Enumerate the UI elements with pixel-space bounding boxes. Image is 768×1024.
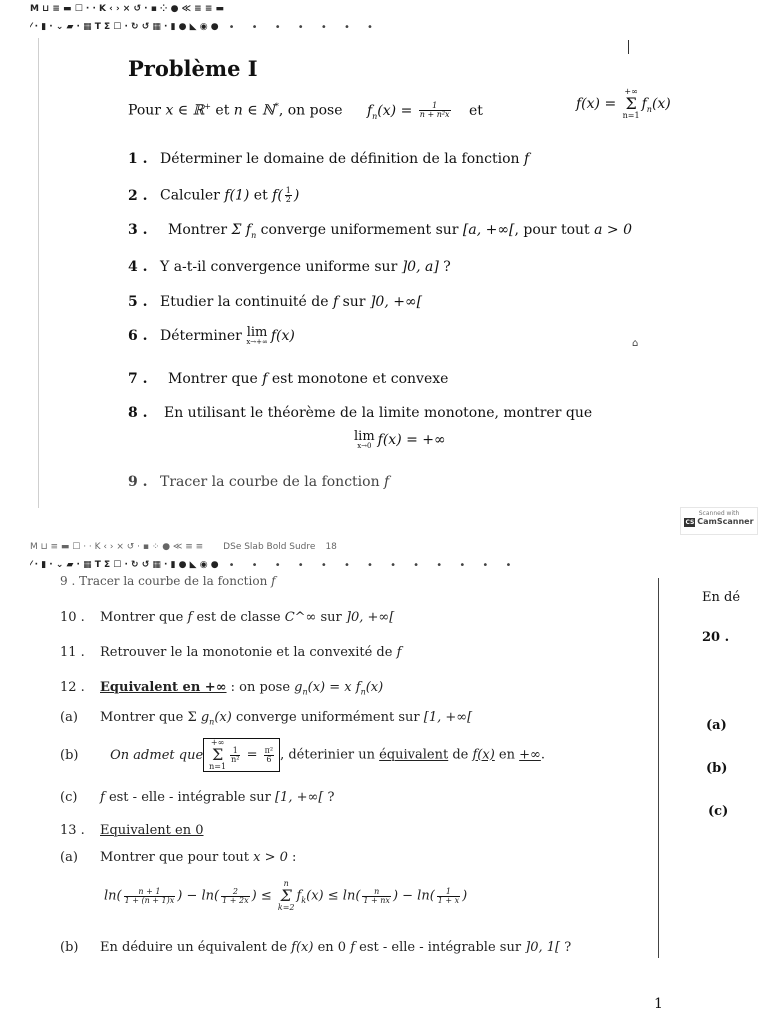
q13b-f: f: [350, 940, 355, 955]
question-13b: [60, 940, 571, 955]
q13b-interval: ]0, 1[: [525, 940, 561, 955]
q12b-fx: f(x): [472, 747, 495, 763]
q12-sub2: n: [360, 687, 366, 697]
q12-x: (x): [365, 680, 384, 695]
q12b-text2: , déterinier un: [280, 747, 380, 763]
right-col-b: (b): [706, 761, 728, 776]
q2-half: [285, 187, 292, 204]
ineq-mid1: ) − ln(: [177, 888, 220, 904]
right-col-heading: En dé: [702, 590, 741, 605]
q13b-en0: en 0: [313, 940, 351, 955]
question-13: [60, 823, 204, 838]
q2-text: Calculer: [160, 187, 225, 204]
q13-heading: Equivalent en 0: [100, 823, 204, 838]
question-12: [60, 680, 383, 697]
q12-def: (x) = x f: [307, 680, 361, 695]
q12b-dot: .: [540, 747, 546, 763]
ineq-sum: [278, 880, 295, 912]
q10-text2: est de classe: [192, 610, 285, 625]
q10-sur: sur: [316, 610, 346, 625]
text-cursor: [628, 40, 629, 54]
q12c-q: ?: [323, 790, 335, 805]
ineq-frac2: [221, 888, 249, 905]
q1-text: Déterminer le domaine de définition de la fonction: [160, 151, 524, 167]
editor-toolbar-bottom-row1[interactable]: [30, 540, 748, 554]
q11-f: f: [396, 645, 402, 660]
q13b-text: En déduire un équivalent de: [100, 940, 292, 955]
problem-intro: [128, 102, 483, 120]
q12b-rhs-den: 6: [266, 754, 272, 764]
ineq-sum-top: n: [283, 879, 289, 888]
editor-toolbar-top-row2[interactable]: [30, 20, 748, 34]
question-8: [128, 405, 592, 421]
q7-f: f: [262, 371, 268, 387]
question-4: [128, 259, 451, 275]
question-12a: [60, 710, 472, 727]
q4-text: Y a-t-il convergence uniforme sur: [160, 259, 402, 275]
q12a-text2: converge uniformément sur: [231, 710, 424, 725]
q12b-text: On admet que: [110, 747, 204, 763]
f-definition: [576, 88, 671, 120]
q10-class: C^∞: [284, 610, 317, 625]
ineq-sum-bot: k=2: [277, 903, 295, 912]
q7-text2: est monotone et convexe: [267, 371, 449, 387]
intro-and: et: [210, 102, 234, 119]
q12b-de: de: [448, 747, 473, 763]
q12a-x: (x): [214, 710, 232, 725]
intro-n-domain: n ∈ ℕ: [233, 102, 275, 119]
q13b-text3: est - elle - intégrable sur: [355, 940, 526, 955]
intro-x-domain: x ∈ ℝ: [165, 102, 205, 119]
ineq-f1d: 1 + (n + 1)x: [124, 895, 175, 905]
q10-number: 10 .: [60, 610, 85, 625]
q2-f1: f(1): [224, 187, 250, 204]
q12a-g: g: [200, 710, 210, 725]
ineq-f4d: 1 + x: [437, 895, 460, 905]
q12c-f: f: [100, 790, 105, 805]
question-5: [128, 294, 422, 310]
q12-text: : on pose: [226, 680, 295, 695]
q2-half-num: 1: [285, 186, 291, 195]
camscanner-logo-icon: CS: [685, 519, 695, 526]
question-6: [128, 326, 295, 346]
q8-limit: [354, 430, 375, 450]
font-size-field[interactable]: 18: [325, 542, 337, 552]
fn-definition: [367, 103, 453, 119]
q2-number: 2 .: [128, 187, 148, 204]
page-number: 1: [654, 996, 663, 1012]
q11-number: 11 .: [60, 645, 85, 660]
q12-heading: Equivalent en +∞: [100, 680, 227, 695]
q4-interval: ]0, a]: [401, 259, 439, 275]
q6-limit: [246, 326, 268, 346]
q10-f: f: [187, 610, 193, 625]
sum-sub: n: [646, 104, 652, 114]
q2-close: ): [293, 187, 300, 204]
q12b-infinity: +∞: [519, 747, 541, 763]
q5-interval: ]0, +∞[: [369, 294, 423, 310]
font-name-field[interactable]: DSe Slab Bold Sudre: [223, 542, 316, 552]
question-11: [60, 645, 401, 660]
q12a-label: (a): [60, 710, 78, 725]
q12a-text: Montrer que Σ: [100, 710, 201, 725]
q3-interval: [a, +∞[: [462, 222, 515, 238]
editor-toolbar-top-row1[interactable]: [30, 2, 748, 16]
question-7: [128, 371, 448, 387]
question-8-formula: [354, 430, 446, 450]
question-9-cut: [60, 574, 276, 588]
q12b-eq: =: [242, 747, 262, 763]
q11-text: Retrouver le la monotonie et la convexité de: [100, 645, 397, 660]
sum-top: +∞: [624, 87, 638, 96]
toolbar-icons-2[interactable]: M ⊔ ≡ ▬ ☐ · · K ‹ › ⨯ ↺ · ▪ ⁘ ● ≪ ≡ ≡: [30, 542, 204, 552]
ineq-f1n: n + 1: [124, 888, 176, 897]
question-9: [128, 474, 389, 490]
q12b-sigma: Σ: [211, 745, 224, 764]
q12b-frac: [230, 747, 240, 764]
q2-half-den: 2: [285, 195, 291, 204]
fn-symbol: f: [366, 102, 373, 119]
question-13a: [60, 850, 296, 865]
page-margin-line: [38, 38, 39, 508]
q4-q: ?: [438, 259, 451, 275]
intro-on-pose: , on pose: [278, 102, 343, 119]
q13a-label: (a): [60, 850, 78, 865]
q5-number: 5 .: [128, 294, 148, 310]
q3-text3: , pour tout: [514, 222, 595, 238]
color-swatch-dots-2[interactable]: • • • • • • • • • • • • •: [228, 559, 519, 571]
q9-f: f: [384, 474, 390, 490]
scanner-line1: Scanned with: [698, 510, 740, 517]
q7-text: Montrer que: [168, 371, 263, 387]
question-3: [128, 222, 632, 240]
sum-x: (x): [651, 96, 671, 112]
fn-frac-den: n + n²x: [419, 110, 450, 120]
q12a-interval: [1, +∞[: [423, 710, 473, 725]
q6-lim: lim: [246, 325, 268, 340]
f-sum: [623, 88, 640, 120]
q13a-cond: x > 0: [253, 850, 288, 865]
toolbar-format-icons[interactable]: ⁄ · ▮ · ⌄ ▰ · ▦ T Σ ☐ · ↻ ↺ ▦ · ▮ ● ◣ ◉ ●: [30, 22, 219, 32]
q5-text: Etudier la continuité de: [160, 294, 333, 310]
q3-text: Montrer: [168, 222, 232, 238]
q13b-label: (b): [60, 940, 79, 955]
q10-interval: ]0, +∞[: [345, 610, 395, 625]
ineq-term: f: [296, 888, 302, 904]
toolbar-format-icons-2[interactable]: ⁄ · ▮ · ⌄ ▰ · ▦ T Σ ☐ · ↻ ↺ ▦ · ▮ ● ◣ ◉ ●: [30, 560, 219, 570]
q3-number: 3 .: [128, 222, 148, 238]
q8-lim: lim: [354, 429, 375, 444]
q3-cond: a > 0: [594, 222, 632, 238]
fn-frac-num: 1: [419, 102, 451, 111]
q12b-sum-top: +∞: [210, 738, 225, 747]
camscanner-watermark: [680, 507, 758, 535]
ineq-mid2: ) − ln(: [392, 888, 435, 904]
question-2: [128, 187, 299, 204]
sum-sigma: Σ: [625, 94, 637, 113]
q12b-rhs-num: π²: [264, 745, 274, 755]
intro-sup-star: *: [274, 102, 279, 111]
sum-bot: n=1: [622, 111, 640, 120]
ineq-sum-x: (x) ≤ ln(: [306, 888, 361, 904]
q1-f: f: [523, 151, 530, 167]
q12b-frac-den: n²: [231, 754, 240, 764]
q9-cut-text: 9 . Tracer la courbe de la fonction: [60, 574, 272, 588]
ineq-le1: ) ≤: [251, 888, 276, 904]
ineq-frac1: [124, 888, 176, 905]
q12b-sum: [209, 739, 226, 771]
q9-number: 9 .: [128, 474, 148, 490]
q12-number: 12 .: [60, 680, 85, 695]
q12b-en: en: [494, 747, 520, 763]
q12a-sub: n: [209, 717, 215, 727]
ineq-f4n: 1: [437, 888, 460, 897]
f-def-lhs: f(x) =: [576, 96, 621, 112]
fn-fraction: [419, 102, 451, 119]
q12c-label: (c): [60, 790, 78, 805]
q2-f-half-open: f(: [272, 187, 283, 204]
sum-term: f: [641, 96, 647, 112]
problem-title: Problème I: [128, 56, 258, 81]
ineq-ln1: ln(: [104, 888, 122, 904]
ineq-end: ): [462, 888, 468, 904]
fn-x: (x) =: [377, 102, 417, 119]
right-col-c: (c): [708, 804, 729, 819]
scanner-line2: CamScanner: [697, 517, 754, 526]
q3-text2: converge uniformement sur: [256, 222, 463, 238]
right-col-20: 20 .: [702, 630, 730, 645]
q12b-frac-num: 1: [230, 747, 240, 756]
intro-et: et: [469, 102, 483, 119]
q13b-fx: f(x): [291, 940, 314, 955]
q12b-sum-bot: n=1: [209, 762, 227, 771]
q8-fx: f(x) = +∞: [377, 432, 446, 448]
q10-text: Montrer que: [100, 610, 188, 625]
q9-cut-f: f: [271, 574, 276, 588]
color-swatch-dots[interactable]: • • • • • • •: [228, 21, 380, 33]
q8-number: 8 .: [128, 405, 148, 421]
q5-f: f: [332, 294, 339, 310]
q6-fx: f(x): [270, 328, 295, 344]
q6-text: Déterminer: [160, 328, 247, 344]
q13-number: 13 .: [60, 823, 85, 838]
q13a-colon: :: [287, 850, 297, 865]
q12-sub: n: [302, 687, 308, 697]
column-divider: [658, 578, 659, 958]
q12b-rhs: [264, 747, 274, 764]
q12c-interval: [1, +∞[: [274, 790, 324, 805]
q8-text: En utilisant le théorème de la limite monotone, montrer que: [164, 405, 593, 421]
ineq-sigma: Σ: [280, 886, 292, 905]
ineq-f2n: 2: [221, 888, 249, 897]
q13a-text: Montrer que pour tout: [100, 850, 254, 865]
q12b-boxed-formula: [203, 738, 280, 772]
ineq-frac4: [437, 888, 460, 905]
q4-number: 4 .: [128, 259, 148, 275]
question-12c: [60, 790, 335, 805]
ineq-frac3: [362, 888, 391, 905]
q12b-label: (b): [60, 747, 79, 763]
ineq-f3n: n: [362, 888, 391, 897]
question-1: [128, 151, 529, 167]
ineq-f2d: 1 + 2x: [222, 895, 249, 905]
q2-et: et: [249, 187, 273, 204]
q12c-text: est - elle - intégrable sur: [104, 790, 275, 805]
editor-toolbar-bottom-row2[interactable]: [30, 558, 748, 572]
q1-number: 1 .: [128, 151, 148, 167]
question-10: [60, 610, 394, 625]
q7-number: 7 .: [128, 371, 148, 387]
ineq-sub: k: [301, 896, 307, 906]
q9-text: Tracer la courbe de la fonction: [160, 474, 385, 490]
inequality-formula: [104, 880, 467, 912]
q8-lim-sub: x→0: [357, 442, 372, 450]
ineq-f3d: 1 + nx: [363, 895, 390, 905]
right-col-a: (a): [706, 718, 727, 733]
question-12b: [60, 738, 545, 772]
q3-sum: Σ f: [231, 222, 252, 238]
toolbar-icons[interactable]: M ⊔ ≡ ▬ ☐ · · K ‹ › ⨯ ↺ · ▪ ⁘ ● ≪ ≡ ≡ ▬: [30, 4, 224, 14]
fn-sub: n: [372, 111, 378, 121]
q12b-equivalent: équivalent: [379, 747, 449, 763]
q6-number: 6 .: [128, 328, 148, 344]
q5-sur: sur: [338, 294, 370, 310]
q6-lim-sub: x→+∞: [246, 338, 268, 346]
scanner-logo-line: [681, 517, 757, 527]
q13b-q: ?: [560, 940, 572, 955]
q3-sub: n: [251, 230, 257, 240]
q12-g: g: [294, 680, 303, 695]
lock-icon: ⌂: [632, 338, 639, 349]
intro-text: Pour: [128, 102, 166, 119]
intro-sup: +: [204, 102, 211, 111]
